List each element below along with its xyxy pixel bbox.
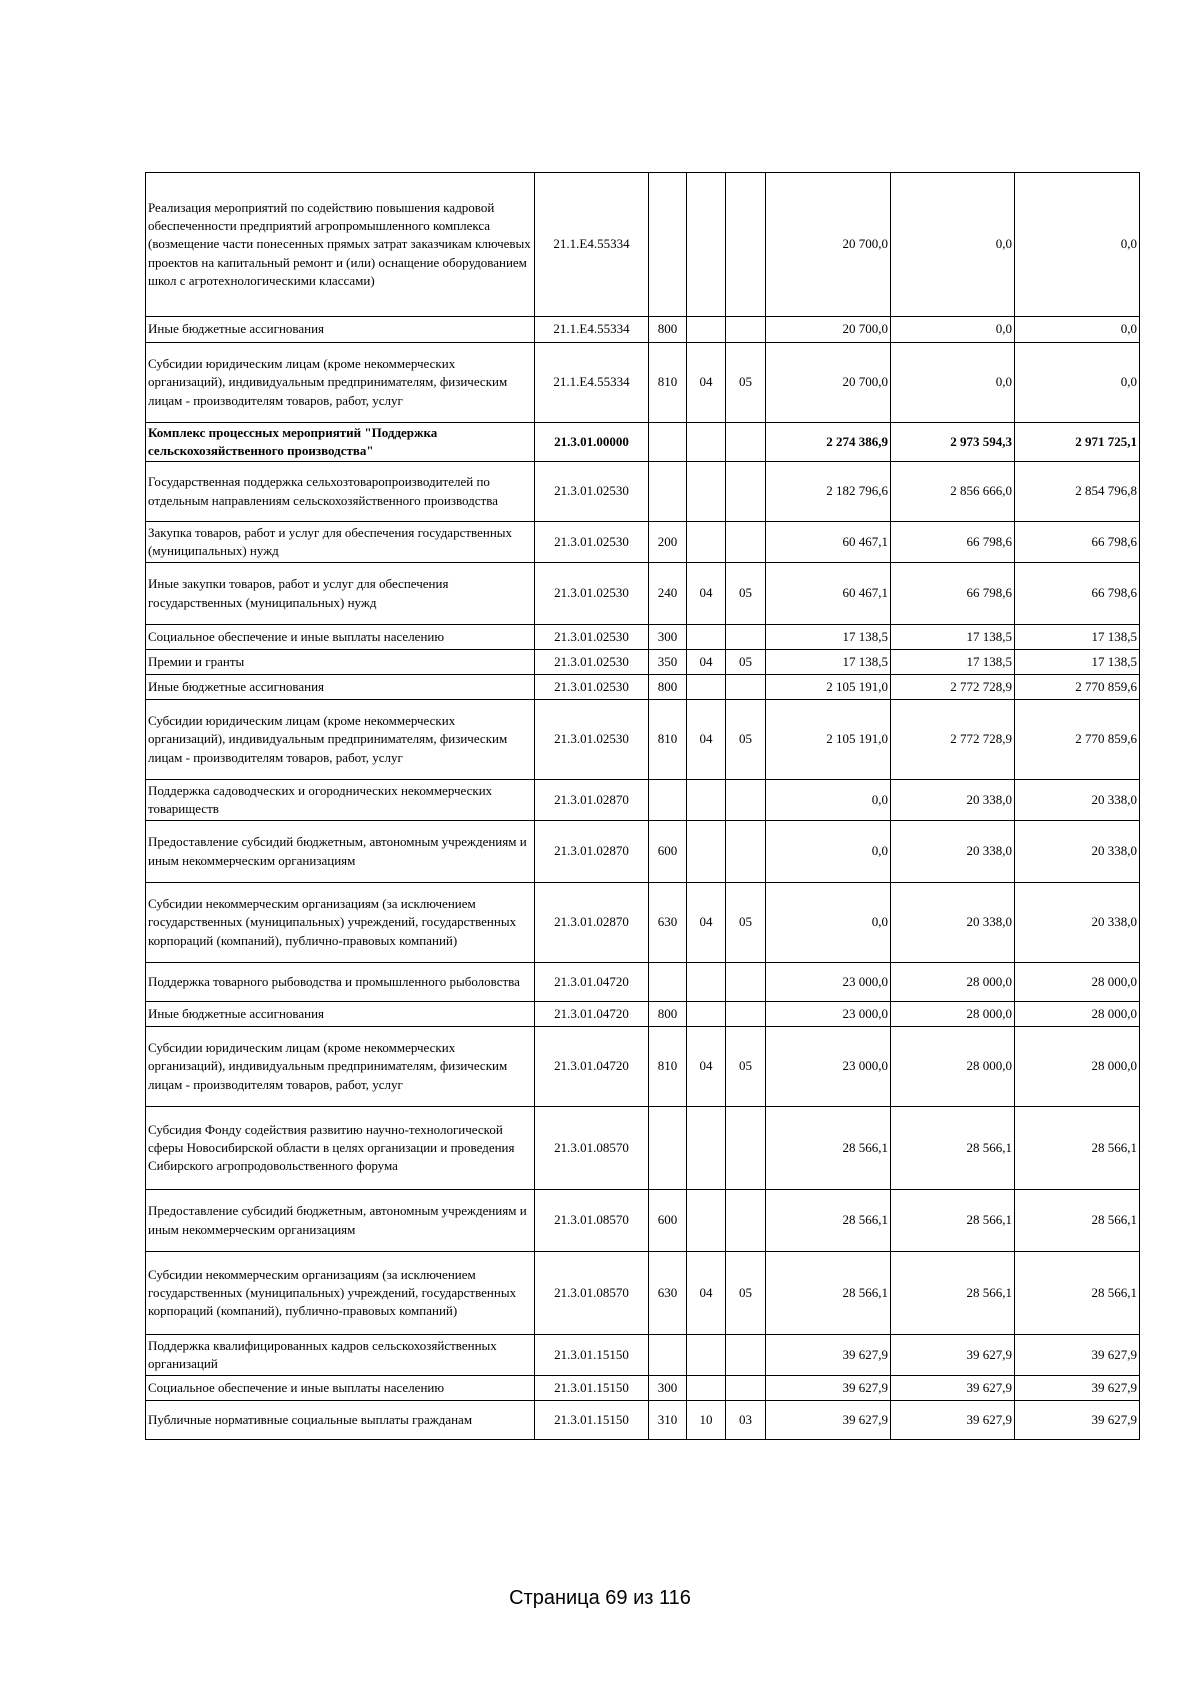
row-amount-year1-cell: 2 182 796,6 [766, 462, 891, 522]
row-expense-type-cell: 600 [649, 821, 687, 883]
row-subsection-cell [726, 963, 766, 1002]
row-name-cell: Комплекс процессных мероприятий "Поддержка сельскохозяйственного производства" [146, 423, 535, 462]
row-code-cell: 21.3.01.00000 [535, 423, 649, 462]
row-amount-year2-cell: 0,0 [891, 317, 1015, 343]
table-row [146, 317, 1140, 343]
table-row [146, 1401, 1140, 1440]
row-name-cell: Субсидии юридическим лицам (кроме некоммерческих организаций), индивидуальным предпринимателям, физическим лицам - производителям товаров, работ, услуг [146, 343, 535, 423]
row-amount-year2-cell: 17 138,5 [891, 650, 1015, 675]
row-expense-type-cell [649, 423, 687, 462]
row-name-cell: Поддержка садоводческих и огороднических некоммерческих товариществ [146, 780, 535, 821]
row-name-cell: Социальное обеспечение и иные выплаты населению [146, 625, 535, 650]
row-code-cell: 21.3.01.02530 [535, 700, 649, 780]
table-row [146, 821, 1140, 883]
row-section-cell: 04 [687, 700, 726, 780]
budget-table [145, 172, 1140, 1440]
row-amount-year1-cell: 28 566,1 [766, 1190, 891, 1252]
row-amount-year3-cell: 17 138,5 [1015, 650, 1140, 675]
row-code-cell: 21.3.01.02530 [535, 650, 649, 675]
row-code-cell: 21.1.Е4.55334 [535, 343, 649, 423]
row-amount-year1-cell: 20 700,0 [766, 317, 891, 343]
row-expense-type-cell: 810 [649, 1027, 687, 1107]
row-name-cell: Поддержка товарного рыбоводства и промышленного рыболовства [146, 963, 535, 1002]
row-expense-type-cell [649, 462, 687, 522]
budget-table-body [146, 173, 1140, 1440]
row-code-cell: 21.3.01.02870 [535, 883, 649, 963]
row-name-cell: Иные бюджетные ассигнования [146, 317, 535, 343]
row-section-cell [687, 317, 726, 343]
row-expense-type-cell: 200 [649, 522, 687, 563]
row-name-cell: Субсидии некоммерческим организациям (за исключением государственных (муниципальных) учреждений, государственных корпораций (компаний), публично-правовых компаний) [146, 883, 535, 963]
row-name-cell: Иные бюджетные ассигнования [146, 675, 535, 700]
row-amount-year2-cell: 2 973 594,3 [891, 423, 1015, 462]
row-amount-year1-cell: 39 627,9 [766, 1401, 891, 1440]
row-code-cell: 21.3.01.08570 [535, 1107, 649, 1190]
row-subsection-cell [726, 173, 766, 317]
row-amount-year1-cell: 39 627,9 [766, 1335, 891, 1376]
row-amount-year1-cell: 23 000,0 [766, 1002, 891, 1027]
row-subsection-cell: 05 [726, 563, 766, 625]
row-amount-year2-cell: 2 772 728,9 [891, 675, 1015, 700]
row-code-cell: 21.1.Е4.55334 [535, 173, 649, 317]
row-section-cell [687, 462, 726, 522]
row-section-cell: 04 [687, 343, 726, 423]
row-amount-year1-cell: 39 627,9 [766, 1376, 891, 1401]
row-amount-year2-cell: 66 798,6 [891, 563, 1015, 625]
row-expense-type-cell: 600 [649, 1190, 687, 1252]
row-expense-type-cell [649, 173, 687, 317]
row-amount-year3-cell: 28 000,0 [1015, 1002, 1140, 1027]
row-amount-year3-cell: 39 627,9 [1015, 1401, 1140, 1440]
row-subsection-cell [726, 1376, 766, 1401]
row-name-cell: Закупка товаров, работ и услуг для обеспечения государственных (муниципальных) нужд [146, 522, 535, 563]
row-expense-type-cell: 800 [649, 1002, 687, 1027]
row-code-cell: 21.3.01.15150 [535, 1335, 649, 1376]
row-section-cell [687, 173, 726, 317]
table-row [146, 1190, 1140, 1252]
row-subsection-cell [726, 780, 766, 821]
row-amount-year3-cell: 66 798,6 [1015, 522, 1140, 563]
row-amount-year2-cell: 28 000,0 [891, 1027, 1015, 1107]
row-amount-year2-cell: 2 856 666,0 [891, 462, 1015, 522]
row-subsection-cell: 05 [726, 700, 766, 780]
row-amount-year3-cell: 66 798,6 [1015, 563, 1140, 625]
row-amount-year2-cell: 20 338,0 [891, 883, 1015, 963]
row-amount-year1-cell: 0,0 [766, 883, 891, 963]
row-amount-year1-cell: 2 105 191,0 [766, 675, 891, 700]
row-code-cell: 21.3.01.04720 [535, 1027, 649, 1107]
row-expense-type-cell: 810 [649, 343, 687, 423]
table-row [146, 780, 1140, 821]
row-amount-year3-cell: 17 138,5 [1015, 625, 1140, 650]
row-amount-year3-cell: 28 566,1 [1015, 1107, 1140, 1190]
row-subsection-cell [726, 1335, 766, 1376]
row-subsection-cell: 05 [726, 650, 766, 675]
row-amount-year1-cell: 28 566,1 [766, 1252, 891, 1335]
row-section-cell [687, 625, 726, 650]
row-section-cell [687, 522, 726, 563]
row-subsection-cell [726, 1002, 766, 1027]
row-code-cell: 21.3.01.02530 [535, 522, 649, 563]
table-row [146, 1002, 1140, 1027]
row-amount-year3-cell: 39 627,9 [1015, 1376, 1140, 1401]
row-amount-year3-cell: 20 338,0 [1015, 883, 1140, 963]
table-row [146, 1376, 1140, 1401]
table-row [146, 963, 1140, 1002]
row-amount-year3-cell: 2 770 859,6 [1015, 700, 1140, 780]
row-expense-type-cell [649, 780, 687, 821]
row-section-cell: 04 [687, 563, 726, 625]
row-amount-year2-cell: 20 338,0 [891, 821, 1015, 883]
row-amount-year1-cell: 0,0 [766, 821, 891, 883]
row-code-cell: 21.3.01.08570 [535, 1190, 649, 1252]
row-name-cell: Социальное обеспечение и иные выплаты населению [146, 1376, 535, 1401]
row-expense-type-cell [649, 1107, 687, 1190]
row-code-cell: 21.3.01.15150 [535, 1401, 649, 1440]
row-section-cell [687, 1376, 726, 1401]
row-amount-year1-cell: 0,0 [766, 780, 891, 821]
row-section-cell: 10 [687, 1401, 726, 1440]
row-name-cell: Субсидии некоммерческим организациям (за исключением государственных (муниципальных) учреждений, государственных корпораций (компаний), публично-правовых компаний) [146, 1252, 535, 1335]
row-amount-year1-cell: 60 467,1 [766, 522, 891, 563]
row-amount-year1-cell: 23 000,0 [766, 1027, 891, 1107]
row-code-cell: 21.3.01.02870 [535, 780, 649, 821]
row-name-cell: Субсидия Фонду содействия развитию научно-технологической сферы Новосибирской области в целях организации и проведения Сибирского агропродовольственного форума [146, 1107, 535, 1190]
table-row [146, 1252, 1140, 1335]
table-row [146, 522, 1140, 563]
row-name-cell: Реализация мероприятий по содействию повышения кадровой обеспеченности предприятий агропромышленного комплекса (возмещение части понесенных прямых затрат заказчикам ключевых проектов на капитальный ремонт и (или) оснащение оборудованием школ с агротехнологическими классами) [146, 173, 535, 317]
row-subsection-cell [726, 1190, 766, 1252]
table-row [146, 625, 1140, 650]
row-code-cell: 21.3.01.15150 [535, 1376, 649, 1401]
row-name-cell: Поддержка квалифицированных кадров сельскохозяйственных организаций [146, 1335, 535, 1376]
row-expense-type-cell [649, 1335, 687, 1376]
row-expense-type-cell: 810 [649, 700, 687, 780]
row-code-cell: 21.3.01.04720 [535, 1002, 649, 1027]
row-subsection-cell [726, 423, 766, 462]
row-amount-year2-cell: 28 566,1 [891, 1252, 1015, 1335]
page-number: Страница 69 из 116 [509, 1587, 691, 1609]
row-section-cell [687, 1107, 726, 1190]
row-name-cell: Субсидии юридическим лицам (кроме некоммерческих организаций), индивидуальным предпринимателям, физическим лицам - производителям товаров, работ, услуг [146, 700, 535, 780]
row-section-cell: 04 [687, 1027, 726, 1107]
row-amount-year3-cell: 28 566,1 [1015, 1252, 1140, 1335]
row-expense-type-cell: 630 [649, 1252, 687, 1335]
row-amount-year3-cell: 0,0 [1015, 317, 1140, 343]
row-subsection-cell [726, 462, 766, 522]
table-row [146, 883, 1140, 963]
row-amount-year3-cell: 39 627,9 [1015, 1335, 1140, 1376]
row-expense-type-cell: 630 [649, 883, 687, 963]
row-section-cell [687, 1190, 726, 1252]
table-row [146, 650, 1140, 675]
row-section-cell [687, 1002, 726, 1027]
row-amount-year3-cell: 20 338,0 [1015, 821, 1140, 883]
row-amount-year1-cell: 23 000,0 [766, 963, 891, 1002]
row-section-cell [687, 821, 726, 883]
row-name-cell: Субсидии юридическим лицам (кроме некоммерческих организаций), индивидуальным предпринимателям, физическим лицам - производителям товаров, работ, услуг [146, 1027, 535, 1107]
row-amount-year1-cell: 17 138,5 [766, 650, 891, 675]
row-amount-year2-cell: 39 627,9 [891, 1401, 1015, 1440]
row-name-cell: Иные бюджетные ассигнования [146, 1002, 535, 1027]
row-subsection-cell: 05 [726, 1252, 766, 1335]
row-amount-year2-cell: 39 627,9 [891, 1376, 1015, 1401]
row-amount-year3-cell: 2 770 859,6 [1015, 675, 1140, 700]
row-expense-type-cell: 350 [649, 650, 687, 675]
row-amount-year3-cell: 28 000,0 [1015, 1027, 1140, 1107]
row-amount-year3-cell: 2 854 796,8 [1015, 462, 1140, 522]
row-subsection-cell [726, 317, 766, 343]
table-row [146, 423, 1140, 462]
row-expense-type-cell: 300 [649, 625, 687, 650]
table-row [146, 1107, 1140, 1190]
row-section-cell [687, 1335, 726, 1376]
table-row [146, 700, 1140, 780]
row-amount-year1-cell: 2 274 386,9 [766, 423, 891, 462]
row-expense-type-cell: 800 [649, 317, 687, 343]
row-expense-type-cell: 800 [649, 675, 687, 700]
row-code-cell: 21.3.01.02530 [535, 462, 649, 522]
row-code-cell: 21.3.01.04720 [535, 963, 649, 1002]
table-row [146, 462, 1140, 522]
table-row [146, 173, 1140, 317]
row-subsection-cell [726, 675, 766, 700]
row-subsection-cell [726, 1107, 766, 1190]
row-amount-year1-cell: 2 105 191,0 [766, 700, 891, 780]
row-amount-year2-cell: 2 772 728,9 [891, 700, 1015, 780]
row-code-cell: 21.3.01.02530 [535, 625, 649, 650]
row-section-cell: 04 [687, 883, 726, 963]
row-amount-year1-cell: 20 700,0 [766, 173, 891, 317]
row-amount-year2-cell: 28 000,0 [891, 963, 1015, 1002]
row-subsection-cell: 05 [726, 343, 766, 423]
table-row [146, 675, 1140, 700]
row-amount-year3-cell: 0,0 [1015, 343, 1140, 423]
row-code-cell: 21.3.01.02530 [535, 675, 649, 700]
row-section-cell [687, 780, 726, 821]
row-subsection-cell [726, 625, 766, 650]
row-expense-type-cell [649, 963, 687, 1002]
table-row [146, 563, 1140, 625]
row-amount-year1-cell: 60 467,1 [766, 563, 891, 625]
table-row [146, 1335, 1140, 1376]
row-amount-year2-cell: 0,0 [891, 173, 1015, 317]
row-code-cell: 21.3.01.02530 [535, 563, 649, 625]
row-amount-year1-cell: 20 700,0 [766, 343, 891, 423]
row-amount-year2-cell: 20 338,0 [891, 780, 1015, 821]
row-amount-year3-cell: 2 971 725,1 [1015, 423, 1140, 462]
row-subsection-cell [726, 821, 766, 883]
row-amount-year1-cell: 17 138,5 [766, 625, 891, 650]
row-amount-year2-cell: 0,0 [891, 343, 1015, 423]
row-section-cell [687, 423, 726, 462]
row-amount-year2-cell: 17 138,5 [891, 625, 1015, 650]
row-expense-type-cell: 240 [649, 563, 687, 625]
row-name-cell: Государственная поддержка сельхозтоваропроизводителей по отдельным направлениям сельскохозяйственного производства [146, 462, 535, 522]
row-amount-year2-cell: 28 566,1 [891, 1190, 1015, 1252]
row-amount-year3-cell: 28 000,0 [1015, 963, 1140, 1002]
row-amount-year3-cell: 28 566,1 [1015, 1190, 1140, 1252]
row-subsection-cell: 05 [726, 883, 766, 963]
row-section-cell: 04 [687, 650, 726, 675]
row-code-cell: 21.3.01.02870 [535, 821, 649, 883]
row-amount-year2-cell: 28 566,1 [891, 1107, 1015, 1190]
row-expense-type-cell: 310 [649, 1401, 687, 1440]
row-subsection-cell: 03 [726, 1401, 766, 1440]
row-name-cell: Предоставление субсидий бюджетным, автономным учреждениям и иным некоммерческим организациям [146, 1190, 535, 1252]
row-name-cell: Премии и гранты [146, 650, 535, 675]
row-name-cell: Предоставление субсидий бюджетным, автономным учреждениям и иным некоммерческим организациям [146, 821, 535, 883]
row-amount-year1-cell: 28 566,1 [766, 1107, 891, 1190]
row-amount-year3-cell: 20 338,0 [1015, 780, 1140, 821]
row-code-cell: 21.1.Е4.55334 [535, 317, 649, 343]
table-row [146, 343, 1140, 423]
row-subsection-cell [726, 522, 766, 563]
row-subsection-cell: 05 [726, 1027, 766, 1107]
row-expense-type-cell: 300 [649, 1376, 687, 1401]
row-name-cell: Иные закупки товаров, работ и услуг для обеспечения государственных (муниципальных) нужд [146, 563, 535, 625]
row-amount-year2-cell: 39 627,9 [891, 1335, 1015, 1376]
row-amount-year2-cell: 28 000,0 [891, 1002, 1015, 1027]
row-section-cell: 04 [687, 1252, 726, 1335]
table-row [146, 1027, 1140, 1107]
row-amount-year2-cell: 66 798,6 [891, 522, 1015, 563]
row-name-cell: Публичные нормативные социальные выплаты гражданам [146, 1401, 535, 1440]
row-section-cell [687, 963, 726, 1002]
row-section-cell [687, 675, 726, 700]
row-amount-year3-cell: 0,0 [1015, 173, 1140, 317]
row-code-cell: 21.3.01.08570 [535, 1252, 649, 1335]
